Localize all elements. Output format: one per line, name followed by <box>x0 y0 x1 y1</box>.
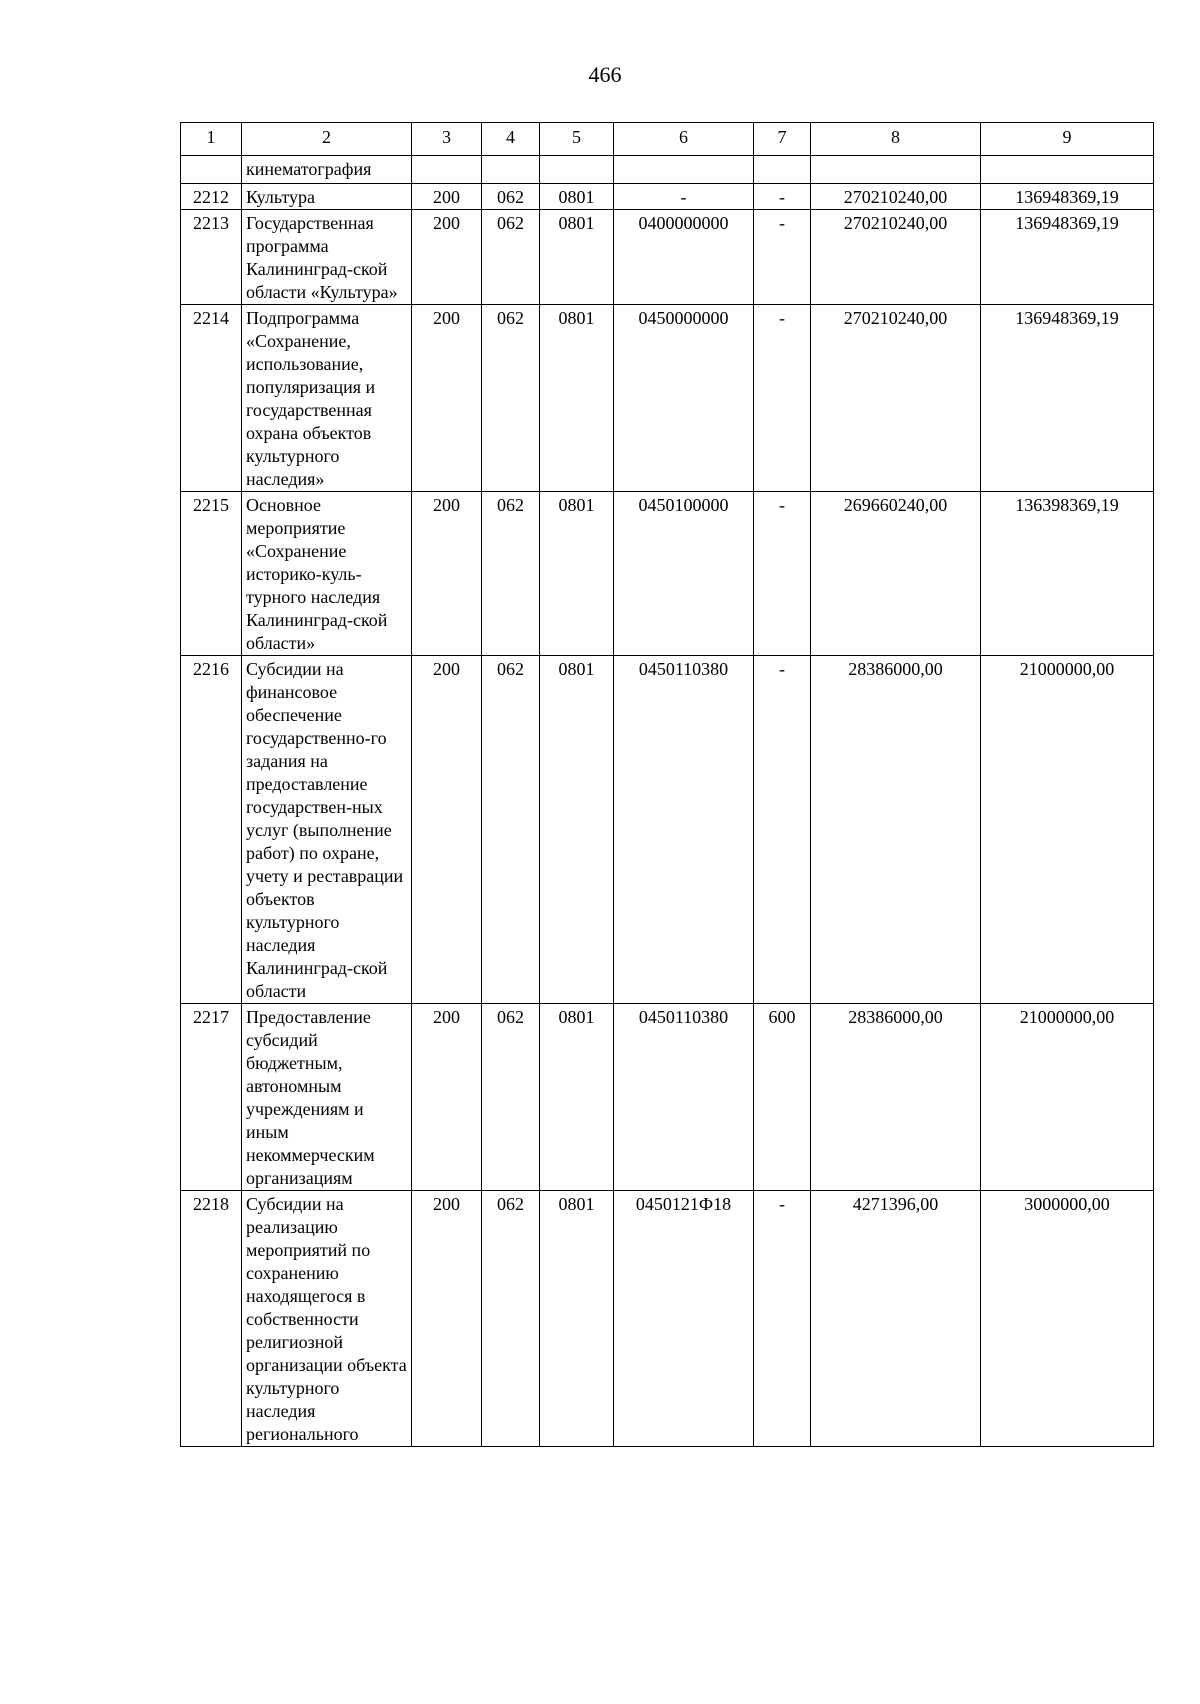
row-col5: 0801 <box>540 656 614 1004</box>
row-col7: - <box>754 656 811 1004</box>
table-row <box>181 184 1154 210</box>
table-row <box>181 210 1154 305</box>
row-col5: 0801 <box>540 1004 614 1191</box>
header-cell: 5 <box>540 123 614 156</box>
row-col7: - <box>754 184 811 210</box>
row-col6: 0450110380 <box>614 1004 754 1191</box>
continuation-row <box>181 156 1154 184</box>
row-col6: 0450000000 <box>614 305 754 492</box>
header-cell: 1 <box>181 123 242 156</box>
row-col9: 136948369,19 <box>981 210 1154 305</box>
row-col4: 062 <box>482 305 540 492</box>
row-number: 2216 <box>181 656 242 1004</box>
row-col4: 062 <box>482 492 540 656</box>
row-col8: 28386000,00 <box>811 656 981 1004</box>
row-col4: 062 <box>482 210 540 305</box>
row-name: Предоставление субсидий бюджетным, автономным учреждениям и иным некоммерческим организациям <box>242 1004 412 1191</box>
page-number: 466 <box>588 62 622 87</box>
row-number: 2212 <box>181 184 242 210</box>
row-name: Основное мероприятие «Сохранение историко-куль-турного наследия Калининград-ской области» <box>242 492 412 656</box>
row-col7: - <box>754 1191 811 1447</box>
row-number: 2213 <box>181 210 242 305</box>
row-col5: 0801 <box>540 1191 614 1447</box>
row-col7: - <box>754 492 811 656</box>
row-col8: 270210240,00 <box>811 305 981 492</box>
header-cell: 7 <box>754 123 811 156</box>
row-col7: - <box>754 305 811 492</box>
row-number: 2214 <box>181 305 242 492</box>
row-number: 2215 <box>181 492 242 656</box>
header-cell: 2 <box>242 123 412 156</box>
row-number: 2218 <box>181 1191 242 1447</box>
row-col4: 062 <box>482 1004 540 1191</box>
row-col3: 200 <box>412 184 482 210</box>
row-col3: 200 <box>412 1004 482 1191</box>
row-col3: 200 <box>412 492 482 656</box>
row-name: Подпрограмма «Сохранение, использование, популяризация и государственная охрана объектов культурного наследия» <box>242 305 412 492</box>
header-row <box>181 123 1154 156</box>
continuation-text: кинематография <box>242 156 412 184</box>
row-col4: 062 <box>482 656 540 1004</box>
header-cell: 3 <box>412 123 482 156</box>
row-col9: 3000000,00 <box>981 1191 1154 1447</box>
row-col5: 0801 <box>540 184 614 210</box>
row-col9: 136948369,19 <box>981 305 1154 492</box>
row-col4: 062 <box>482 1191 540 1447</box>
row-col3: 200 <box>412 656 482 1004</box>
row-col7: 600 <box>754 1004 811 1191</box>
table-row <box>181 1191 1154 1447</box>
row-col7: - <box>754 210 811 305</box>
table-row <box>181 656 1154 1004</box>
row-col9: 136398369,19 <box>981 492 1154 656</box>
table-row <box>181 1004 1154 1191</box>
row-col9: 136948369,19 <box>981 184 1154 210</box>
row-col8: 270210240,00 <box>811 210 981 305</box>
row-col6: 0450100000 <box>614 492 754 656</box>
row-name: Государственная программа Калининград-ской области «Культура» <box>242 210 412 305</box>
header-cell: 6 <box>614 123 754 156</box>
row-name: Субсидии на финансовое обеспечение государственно-го задания на предоставление государствен-ных услуг (выполнение работ) по охране, учету и реставрации объектов культурного наследия Калининград-ской области <box>242 656 412 1004</box>
table-row <box>181 305 1154 492</box>
table-row <box>181 492 1154 656</box>
row-col8: 4271396,00 <box>811 1191 981 1447</box>
row-col9: 21000000,00 <box>981 1004 1154 1191</box>
row-col4: 062 <box>482 184 540 210</box>
row-col3: 200 <box>412 305 482 492</box>
row-col6: 0450121Ф18 <box>614 1191 754 1447</box>
row-col9: 21000000,00 <box>981 656 1154 1004</box>
budget-table <box>180 122 1154 1447</box>
row-name: Субсидии на реализацию мероприятий по сохранению находящегося в собственности религиозной организации объекта культурного наследия регионального <box>242 1191 412 1447</box>
row-col6: 0400000000 <box>614 210 754 305</box>
row-col3: 200 <box>412 210 482 305</box>
row-col5: 0801 <box>540 210 614 305</box>
row-col8: 270210240,00 <box>811 184 981 210</box>
row-col8: 269660240,00 <box>811 492 981 656</box>
row-col8: 28386000,00 <box>811 1004 981 1191</box>
header-cell: 4 <box>482 123 540 156</box>
row-col5: 0801 <box>540 305 614 492</box>
row-col5: 0801 <box>540 492 614 656</box>
header-cell: 8 <box>811 123 981 156</box>
row-col3: 200 <box>412 1191 482 1447</box>
row-col6: - <box>614 184 754 210</box>
header-cell: 9 <box>981 123 1154 156</box>
row-name: Культура <box>242 184 412 210</box>
row-col6: 0450110380 <box>614 656 754 1004</box>
row-number: 2217 <box>181 1004 242 1191</box>
